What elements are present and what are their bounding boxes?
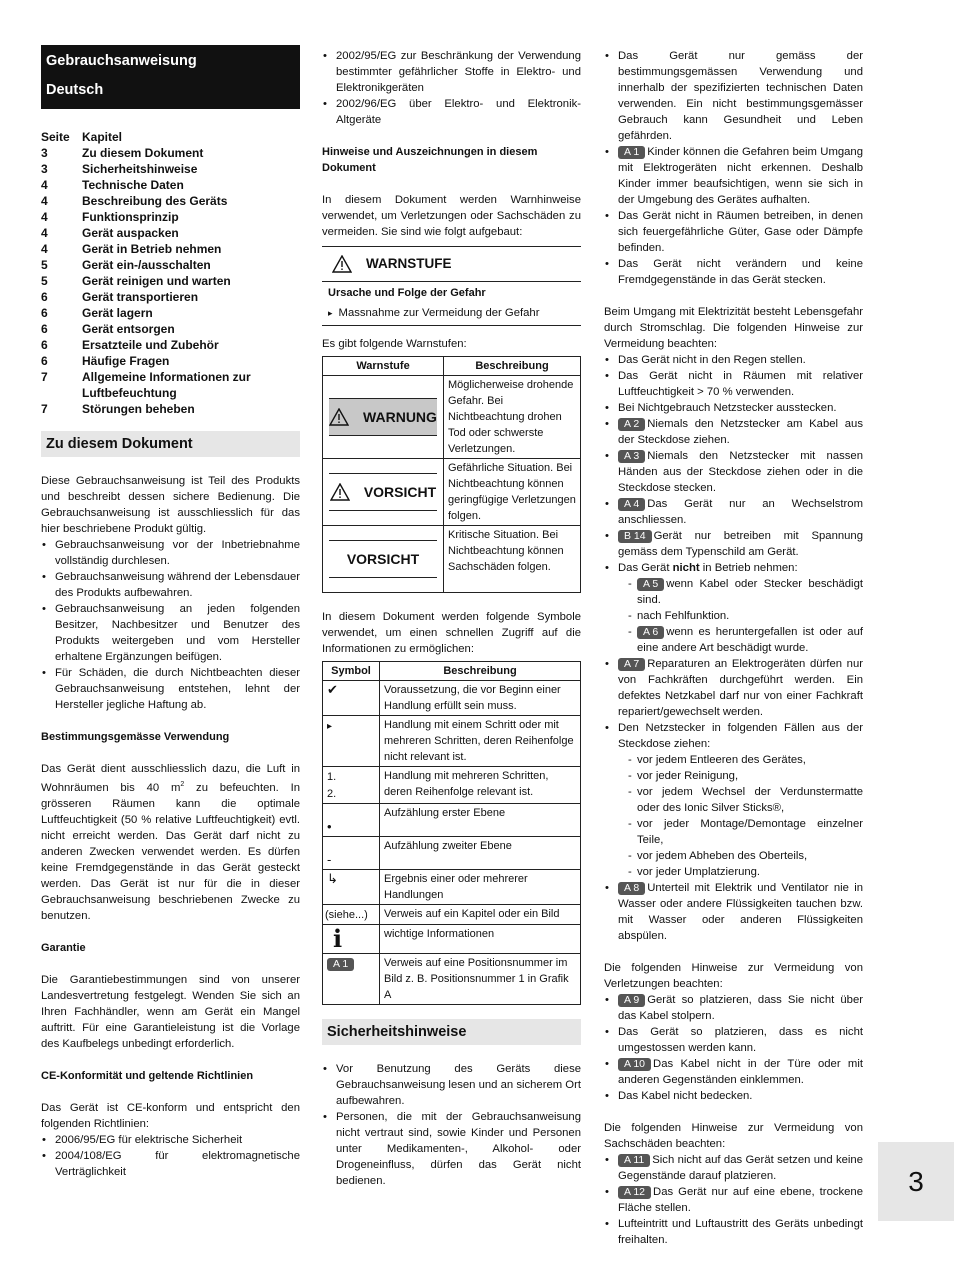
symbol-desc: Aufzählung erster Ebene — [380, 804, 581, 837]
list-item: • Gebrauchsanweisung an jeden folgenden Besitzer, Nachbesitzer und Benutzer des Produkts weitergeben und vom Hersteller erhaltene Ergänzungen beifügen. — [41, 601, 300, 665]
list-item-text: Niemals den Netzstecker am Kabel aus der Steckdose ziehen. — [618, 418, 863, 446]
level-cell — [323, 376, 444, 459]
level-desc: Kritische Situation. Bei Nichtbeachtung können Sachschäden folgen. — [444, 526, 581, 593]
toc-chapter: Gerät in Betrieb nehmen — [82, 242, 222, 256]
toc-row — [41, 289, 300, 305]
table-row — [323, 870, 581, 905]
list-item-text: wenn es heruntergefallen ist oder auf eine andere Art beschädigt wurde. — [637, 626, 863, 654]
toc-page: 6 — [41, 322, 48, 336]
column-left — [41, 45, 300, 1180]
action-arrow-icon: ▸ — [328, 308, 333, 318]
toc-row — [41, 177, 300, 193]
list-item: • 2006/95/EG für elektrische Sicherheit — [41, 1132, 300, 1148]
list-item-text: Das Gerät nur gemäss der bestimmungsgemässen Verwendung und innerhalb der spezifizierten technischen Daten verwenden. Ein nicht bestimmungsgemässer Gebrauch kann Gesundheit und Leben gefährden. — [618, 50, 863, 142]
injury-intro: Die folgenden Hinweise zur Vermeidung von Verletzungen beachten: — [604, 962, 863, 990]
plug-sublist — [628, 752, 863, 880]
list-item — [604, 1184, 863, 1216]
levels-intro: Es gibt folgende Warnstufen: — [322, 338, 467, 350]
list-item — [604, 656, 863, 720]
table-row — [323, 804, 581, 837]
toc-chapter: Gerät ein-/ausschalten — [82, 258, 211, 272]
toc-page: 6 — [41, 290, 48, 304]
symbol-desc: Handlung mit mehreren Schritten, deren Reihenfolge relevant ist. — [380, 767, 581, 804]
symbol-cell — [323, 870, 380, 905]
numbered-steps-icon: 1. 2. — [327, 771, 337, 800]
doc-bullet-list — [41, 537, 300, 713]
list-item-text: Niemals den Netzstecker mit nassen Händen aus der Steckdose ziehen oder in die Steckdose stecken. — [618, 450, 863, 494]
list-item — [604, 528, 863, 560]
ce-list-b — [322, 48, 581, 128]
toc-page: 4 — [41, 210, 48, 224]
toc-chapter: Störungen beheben — [82, 402, 195, 416]
section-heading-document: Zu diesem Dokument — [41, 431, 300, 457]
list-item: - vor jeder Montage/Demontage einzelner Teile, — [628, 816, 863, 848]
toc-chapter: Häufige Fragen — [82, 354, 170, 368]
symbol-desc: wichtige Informationen — [380, 925, 581, 954]
table-row — [323, 526, 581, 593]
electricity-list — [604, 352, 863, 560]
page-number: 3 — [878, 1142, 954, 1221]
use-text — [41, 761, 300, 924]
text: Das Gerät — [618, 562, 673, 574]
bullet-icon: • — [327, 819, 332, 834]
list-item — [604, 400, 863, 416]
list-item — [604, 448, 863, 496]
warranty-heading: Garantie — [41, 941, 86, 954]
position-badge: A 3 — [618, 450, 645, 463]
list-item-text: Das Gerät nicht in Räumen betreiben, in denen sich feuergefährliche Güter, Gase oder Dämpfe befinden. — [618, 210, 863, 254]
warning-triangle-icon — [332, 255, 352, 273]
injury-list — [604, 992, 863, 1104]
symbols-intro: In diesem Dokument werden folgende Symbole verwendet, um einen schnellen Zugriff auf die Informationen zu ermöglichen: — [322, 611, 581, 655]
list-item — [604, 1152, 863, 1184]
position-badge: A 6 — [637, 626, 664, 639]
list-item-text: Gerät nur betreiben mit Spannung gemäss dem Typenschild am Gerät. — [618, 530, 863, 558]
position-badge: A 9 — [618, 994, 645, 1007]
toc-row — [41, 241, 300, 257]
list-item — [604, 496, 863, 528]
damage-list — [604, 1152, 863, 1248]
toc-chapter: Zu diesem Dokument — [82, 146, 204, 160]
toc-chapter: Funktionsprinzip — [82, 210, 179, 224]
toc-page: 4 — [41, 194, 48, 208]
toc-chapter: Gerät reinigen und warten — [82, 274, 231, 288]
use-text-part: Das Gerät dient ausschliesslich dazu, die Luft in Wohnräumen bis 40 m — [41, 763, 300, 794]
position-badge: A 1 — [618, 146, 645, 159]
table-row — [323, 925, 581, 954]
list-item: • 2002/95/EG zur Beschränkung der Verwendung bestimmter gefährlicher Stoffe in Elektro- und Elektronikgeräten — [322, 48, 581, 96]
title-box — [41, 45, 300, 109]
toc-row — [41, 321, 300, 337]
list-item: • Gebrauchsanweisung während der Lebensdauer des Produkts aufbewahren. — [41, 569, 300, 601]
notes-heading: Hinweise und Auszeichnungen in diesem Dokument — [322, 146, 538, 174]
symbol-desc: Verweis auf eine Positionsnummer im Bild z. B. Positionsnummer 1 in Grafik A — [380, 954, 581, 1005]
toc-row — [41, 161, 300, 177]
action-arrow-icon: ▸ — [327, 721, 333, 732]
list-item: • 2002/96/EG über Elektro- und Elektronik-Altgeräte — [322, 96, 581, 128]
list-item: - vor jedem Wechsel der Verdunstermatte oder des Ionic Silver Sticks®, — [628, 784, 863, 816]
warning-structure-head — [322, 247, 581, 282]
list-item: • Vor Benutzung des Geräts diese Gebrauchsanweisung lesen und an sicherem Ort aufbewahren. — [322, 1061, 581, 1109]
ce-list-a — [41, 1132, 300, 1180]
use-text-part: zu befeuchten. In grösseren Räumen kann die optimale Luftfeuchtigkeit (50 % relative Luftfeuchtigkeit) evtl. nicht erreicht werden. Das Gerät darf nicht zu anderen Zwecken verwendet werden. Es dürfen keine Fremdgegenstände in das Gerät gesteckt werden. Das Gerät ist nur für die in dieser Gebrauchsanweisung beschriebenen Zwecke zu benutzen. — [41, 781, 300, 922]
symbols-head-desc: Beschreibung — [380, 662, 581, 681]
symbol-desc: Handlung mit einem Schritt oder mit mehreren Schritten, deren Reihenfolge nicht relevant ist. — [380, 716, 581, 767]
list-item: • Für Schäden, die durch Nichtbeachten dieser Gebrauchsanweisung entstehen, lehnt der Hersteller jegliche Haftung ab. — [41, 665, 300, 713]
list-item — [604, 560, 863, 656]
list-item — [604, 1088, 863, 1104]
warning-signal — [329, 398, 437, 436]
level-desc: Gefährliche Situation. Bei Nichtbeachtung können geringfügige Verletzungen folgen. — [444, 459, 581, 526]
toc-row — [41, 209, 300, 225]
column-middle — [322, 48, 581, 1189]
symbol-cell — [323, 767, 380, 804]
warning-structure-box — [322, 246, 581, 326]
toc-row — [41, 337, 300, 353]
level-label: VORSICHT — [346, 551, 420, 567]
list-item-text: Sich nicht auf das Gerät setzen und keine Gegenstände darauf platzieren. — [618, 1154, 863, 1182]
toc-row — [41, 225, 300, 241]
warning-level-label: WARNSTUFE — [366, 256, 452, 271]
table-of-contents — [41, 129, 300, 417]
list-item — [604, 352, 863, 368]
dash-icon: - — [327, 852, 332, 867]
list-item — [628, 608, 863, 624]
water-list — [604, 880, 863, 944]
symbol-cell — [323, 954, 380, 1005]
table-row — [323, 905, 581, 925]
warning-action-text: Massnahme zur Vermeidung der Gefahr — [338, 307, 540, 319]
warning-levels-table — [322, 356, 581, 593]
toc-chapter: Gerät lagern — [82, 306, 153, 320]
toc-page: 7 — [41, 370, 48, 384]
level-label: WARNUNG — [363, 409, 437, 425]
toc-page: 5 — [41, 258, 48, 272]
symbol-cell — [323, 804, 380, 837]
symbol-desc: Ergebnis einer oder mehrerer Handlungen — [380, 870, 581, 905]
toc-chapter: Gerät transportieren — [82, 290, 199, 304]
list-item-text: Das Gerät nicht verändern und keine Fremdgegenstände in das Gerät stecken. — [618, 258, 863, 286]
toc-page: 7 — [41, 402, 48, 416]
toc-head-chapter: Kapitel — [82, 130, 123, 144]
warning-triangle-icon — [329, 408, 349, 426]
level-cell — [323, 526, 444, 593]
use-heading: Bestimmungsgemässe Verwendung — [41, 731, 230, 743]
caution-signal — [329, 473, 437, 511]
warning-cause: Ursache und Folge der Gefahr — [328, 287, 486, 299]
list-item — [604, 48, 863, 144]
section-heading-safety: Sicherheitshinweise — [322, 1019, 581, 1045]
toc-row — [41, 273, 300, 289]
bold-text: nicht — [672, 562, 700, 574]
toc-chapter: Sicherheitshinweise — [82, 162, 198, 176]
table-row — [323, 681, 581, 716]
toc-row — [41, 401, 300, 417]
symbol-cell — [323, 905, 380, 925]
symbol-desc: Verweis auf ein Kapitel oder ein Bild — [380, 905, 581, 925]
safety-list-b — [604, 48, 863, 288]
list-item — [628, 576, 863, 608]
table-row — [323, 837, 581, 870]
caution-signal-plain — [329, 540, 437, 578]
ce-heading: CE-Konformität und geltende Richtlinien — [41, 1069, 254, 1082]
toc-page: 4 — [41, 242, 48, 256]
info-icon: i — [333, 924, 343, 953]
list-item-text: Das Kabel nicht bedecken. — [618, 1090, 753, 1102]
toc-chapter: Gerät entsorgen — [82, 322, 175, 336]
list-item — [604, 208, 863, 256]
levels-head-desc: Beschreibung — [444, 357, 581, 376]
position-badge: A 2 — [618, 418, 645, 431]
symbol-desc: Voraussetzung, die vor Beginn einer Handlung erfüllt sein muss. — [380, 681, 581, 716]
warning-triangle-icon — [330, 483, 350, 501]
safety-list-a — [322, 1061, 581, 1189]
repair-list — [604, 656, 863, 720]
list-item-text: Das Gerät nur auf eine ebene, trockene Fläche stellen. — [618, 1186, 863, 1214]
level-cell — [323, 459, 444, 526]
list-item-text: wenn Kabel oder Stecker beschädigt sind. — [637, 578, 863, 606]
list-item-text: Gerät so platzieren, dass Sie nicht über das Kabel stolpern. — [618, 994, 863, 1022]
list-item — [628, 624, 863, 656]
list-item-text: Lufteintritt und Luftaustritt des Geräts unbedingt freihalten. — [618, 1218, 863, 1246]
notes-text: In diesem Dokument werden Warnhinweise verwendet, um Verletzungen oder Sachschäden zu vermeiden. Sie sind wie folgt aufgebaut: — [322, 194, 581, 238]
list-item-text: Bei Nichtgebrauch Netzstecker ausstecken. — [618, 402, 837, 414]
toc-page: 4 — [41, 226, 48, 240]
table-row — [323, 954, 581, 1005]
position-badge: A 12 — [618, 1186, 651, 1199]
symbol-cell — [323, 925, 380, 954]
table-row — [323, 767, 581, 804]
table-row — [323, 459, 581, 526]
toc-row — [41, 257, 300, 273]
list-item — [604, 880, 863, 944]
text: Den Netzstecker in folgenden Fällen aus der Steckdose ziehen: — [618, 722, 863, 750]
list-item: - vor jeder Umplatzierung. — [628, 864, 863, 880]
list-item-text: Das Gerät so platzieren, dass es nicht umgestossen werden kann. — [618, 1026, 863, 1054]
list-item — [604, 720, 863, 880]
toc-row — [41, 369, 300, 401]
toc-page: 6 — [41, 338, 48, 352]
toc-chapter: Beschreibung des Geräts — [82, 194, 228, 208]
symbols-head-symbol: Symbol — [323, 662, 380, 681]
doc-intro: Diese Gebrauchsanweisung ist Teil des Produkts und beschreibt dessen sichere Bedienung. Die Gebrauchsanweisung ist ausschliesslich für das hier beschriebene Produkt gültig. — [41, 475, 300, 535]
list-item: - vor jeder Reinigung, — [628, 768, 863, 784]
list-item: - vor jedem Entleeren des Gerätes, — [628, 752, 863, 768]
column-right — [604, 48, 863, 1248]
position-badge: A 11 — [618, 1154, 650, 1167]
page-title: Gebrauchsanweisung — [46, 53, 197, 69]
list-item — [604, 256, 863, 288]
toc-head-page: Seite — [41, 130, 70, 144]
list-item: • Personen, die mit der Gebrauchsanweisung nicht vertraut sind, sowie Kinder und Personen unter Medikamenten-, Alkohol- oder Drogeneinfluss, dürfen das Gerät nicht bedienen. — [322, 1109, 581, 1189]
not-run-sublist — [628, 576, 863, 656]
toc-row — [41, 305, 300, 321]
position-badge: A 5 — [637, 578, 664, 591]
toc-chapter: Gerät auspacken — [82, 226, 179, 240]
list-item-text: Das Gerät nur an Wechselstrom anschliessen. — [618, 498, 863, 526]
symbol-cell — [323, 681, 380, 716]
list-item — [604, 1024, 863, 1056]
plug-list — [604, 720, 863, 880]
list-item-text: Unterteil mit Elektrik und Ventilator nie in Wasser oder andere Flüssigkeiten tauchen bzw. mit Wasser oder anderen Flüssigkeiten abspülen. — [618, 882, 863, 942]
toc-chapter: Allgemeine Informationen zur Luftbefeuchtung — [82, 370, 251, 400]
position-badge: B 14 — [618, 530, 652, 543]
toc-row — [41, 353, 300, 369]
language-label: Deutsch — [46, 82, 104, 98]
symbol-desc: Aufzählung zweiter Ebene — [380, 837, 581, 870]
warning-action — [322, 301, 581, 325]
list-item — [604, 1216, 863, 1248]
toc-page: 4 — [41, 178, 48, 192]
position-badge: A 4 — [618, 498, 645, 511]
position-badge: A 7 — [618, 658, 645, 671]
list-item-text: Das Kabel nicht in der Türe oder mit anderen Gegenständen einklemmen. — [618, 1058, 863, 1086]
checkmark-icon: ✔ — [327, 682, 338, 697]
symbol-cell — [323, 716, 380, 767]
list-item — [604, 416, 863, 448]
not-run-list — [604, 560, 863, 656]
symbol-cell — [323, 837, 380, 870]
reference-symbol: (siehe...) — [325, 909, 368, 921]
list-item-text: Das Gerät nicht in den Regen stellen. — [618, 354, 806, 366]
ce-text: Das Gerät ist CE-konform und entspricht den folgenden Richtlinien: — [41, 1101, 300, 1130]
toc-row — [41, 193, 300, 209]
elec-intro: Beim Umgang mit Elektrizität besteht Lebensgefahr durch Stromschlag. Die folgenden Hinweise zur Vermeidung beachten: — [604, 306, 863, 350]
position-badge: A 1 — [327, 958, 354, 971]
list-item — [604, 368, 863, 400]
list-item-text: Das Gerät nicht in Räumen mit relativer Luftfeuchtigkeit > 70 % verwenden. — [618, 370, 863, 398]
symbols-table — [322, 661, 581, 1005]
warranty-text: Die Garantiebestimmungen sind von unserer Landesvertretung festgelegt. Wenden Sie sich an Ihren Fachhändler, wenn am Gerät ein Mangel auftritt. Für eine Garantieleistung ist die Vorlage des Kaufbelegs unbedingt erforderlich. — [41, 973, 300, 1050]
list-item — [604, 992, 863, 1024]
toc-chapter: Ersatzteile und Zubehör — [82, 338, 219, 352]
position-badge: A 8 — [618, 882, 645, 895]
toc-page: 6 — [41, 354, 48, 368]
list-item: • Gebrauchsanweisung vor der Inbetriebnahme vollständig durchlesen. — [41, 537, 300, 569]
use-sup: 2 — [180, 781, 185, 788]
levels-head-level: Warnstufe — [323, 357, 444, 376]
list-item: - vor jedem Abheben des Oberteils, — [628, 848, 863, 864]
text: in Betrieb nehmen: — [699, 562, 798, 574]
toc-page: 5 — [41, 274, 48, 288]
toc-header-row — [41, 129, 300, 145]
list-item — [604, 144, 863, 208]
list-item-text: Reparaturen an Elektrogeräten dürfen nur von Fachkräften durchgeführt werden. Ein defektes Netzkabel darf nur von einer Fachkraft repariert/gewechselt werden. — [618, 658, 863, 718]
table-row — [323, 376, 581, 459]
toc-page: 3 — [41, 162, 48, 176]
list-item-text: Kinder können die Gefahren beim Umgang mit Elektrogeräten nicht erkennen. Deshalb Kinder immer beaufsichtigen, wenn sie sich in der Umgebung des Gerätes aufhalten. — [618, 146, 863, 206]
toc-row — [41, 145, 300, 161]
toc-chapter: Technische Daten — [82, 178, 184, 192]
list-item — [604, 1056, 863, 1088]
list-item: • 2004/108/EG für elektromagnetische Verträglichkeit — [41, 1148, 300, 1180]
damage-intro: Die folgenden Hinweise zur Vermeidung von Sachschäden beachten: — [604, 1122, 863, 1150]
toc-page: 6 — [41, 306, 48, 320]
level-label: VORSICHT — [363, 484, 437, 500]
level-desc: Möglicherweise drohende Gefahr. Bei Nichtbeachtung drohen Tod oder schwerste Verletzungen. — [444, 376, 581, 459]
position-badge: A 10 — [618, 1058, 651, 1071]
table-row — [323, 716, 581, 767]
result-arrow-icon: ↳ — [327, 871, 338, 886]
list-item-text: nach Fehlfunktion. — [637, 610, 730, 622]
toc-page: 3 — [41, 146, 48, 160]
